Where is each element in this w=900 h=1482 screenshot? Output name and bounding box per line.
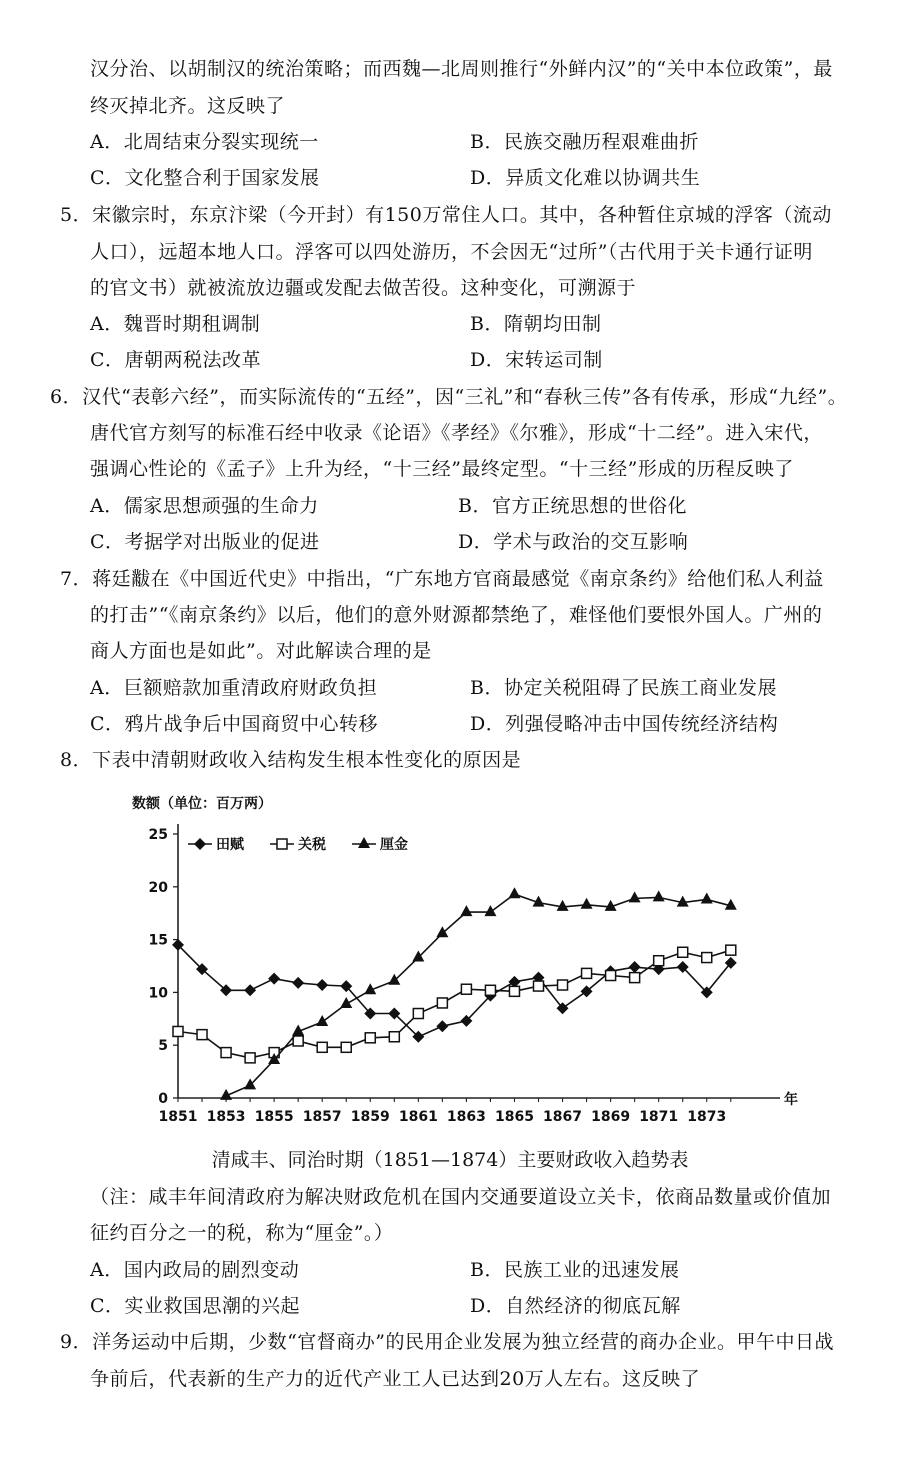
q6-line-1: 6．汉代“表彰六经”，而实际流传的“五经”，因“三礼”和“春秋三传”各有传承，形成“九经”。	[50, 386, 848, 408]
data-point-triangle	[484, 905, 496, 916]
data-point-square	[726, 945, 736, 955]
q7-option-b: B．协定关税阻碍了民族工商业发展	[470, 677, 777, 699]
y-tick-label: 20	[148, 879, 168, 896]
legend-label: 厘金	[380, 837, 408, 853]
data-point-triangle	[581, 898, 593, 909]
x-tick-label: 1863	[446, 1109, 486, 1125]
data-point-square	[630, 973, 640, 983]
q4-option-a: A．北周结束分裂实现统一	[90, 131, 319, 153]
data-point-square	[221, 1048, 231, 1058]
series-line-diamond	[178, 945, 731, 1037]
q4-option-d: D．异质文化难以协调共生	[470, 167, 701, 189]
data-point-square	[461, 984, 471, 994]
x-tick-label: 1871	[639, 1109, 679, 1125]
data-point-triangle	[436, 926, 448, 937]
q6-line-3: 强调心性论的《孟子》上升为经，“十三经”最终定型。“十三经”形成的历程反映了	[90, 458, 794, 480]
q8-option-d: D．自然经济的彻底瓦解	[470, 1295, 681, 1317]
q8-option-a: A．国内政局的剧烈变动	[90, 1259, 300, 1281]
x-tick-label: 1859	[350, 1109, 390, 1125]
q5-option-c: C．唐朝两税法改革	[90, 349, 262, 371]
x-tick-label: 1855	[254, 1109, 294, 1125]
data-point-square	[197, 1030, 207, 1040]
q4-option-c: C．文化整合利于国家发展	[90, 167, 320, 189]
data-point-diamond	[292, 977, 304, 989]
data-point-square	[365, 1033, 375, 1043]
q8-option-b: B．民族工业的迅速发展	[470, 1259, 680, 1281]
data-point-triangle	[701, 892, 713, 903]
x-tick-label: 1865	[494, 1109, 534, 1125]
y-tick-label: 15	[148, 932, 168, 949]
x-tick-label: 1853	[206, 1109, 246, 1125]
q8-option-c: C．实业救国思潮的兴起	[90, 1295, 301, 1317]
data-point-triangle	[340, 997, 352, 1008]
data-point-square	[485, 985, 495, 995]
data-point-square	[389, 1032, 399, 1042]
y-tick-label: 0	[158, 1091, 168, 1107]
x-tick-label: 1857	[302, 1109, 342, 1125]
data-point-triangle	[316, 1015, 328, 1026]
q5-option-d: D．宋转运司制	[470, 349, 603, 371]
y-axis-label: 数额（单位：百万两）	[132, 796, 272, 812]
data-point-square	[437, 998, 447, 1008]
q5-line-3: 的官文书）就被流放边疆或发配去做苦役。这种变化，可溯源于	[90, 277, 637, 299]
x-tick-label: 1873	[687, 1109, 727, 1125]
legend-label: 田赋	[216, 837, 244, 853]
q7-line-1: 7．蒋廷黻在《中国近代史》中指出，“广东地方官商最感觉《南京条约》给他们私人利益	[60, 568, 824, 590]
legend-marker-square	[277, 839, 287, 849]
data-point-square	[654, 956, 664, 966]
q5-line-2: 人口），远超本地人口。浮客可以四处游历，不会因无“过所”（古代用于关卡通行证明	[90, 241, 813, 263]
q6-option-b: B．官方正统思想的世俗化	[458, 495, 687, 517]
q7-option-c: C．鸦片战争后中国商贸中心转移	[90, 713, 379, 735]
data-point-square	[534, 981, 544, 991]
legend-marker-triangle	[358, 837, 370, 848]
data-point-square	[413, 1009, 423, 1019]
q6-option-a: A．儒家思想顽强的生命力	[90, 495, 319, 517]
data-point-square	[317, 1042, 327, 1052]
y-tick-label: 25	[148, 827, 168, 843]
q7-line-3: 商人方面也是如此”。对此解读合理的是	[90, 640, 432, 662]
q9-line-1: 9．洋务运动中后期，少数“官督商办”的民用企业发展为独立经营的商办企业。甲午中日战	[60, 1331, 835, 1353]
q7-line-2: 的打击”“《南京条约》以后，他们的意外财源都禁绝了，难怪他们要恨外国人。广州的	[90, 604, 823, 626]
q4-line-2: 终灭掉北齐。这反映了	[90, 95, 286, 117]
q6-line-2: 唐代官方刻写的标准石经中收录《论语》《孝经》《尔雅》，形成“十二经”。进入宋代，	[90, 422, 823, 444]
q6-option-d: D．学术与政治的交互影响	[458, 531, 689, 553]
q8-note-line-2: 征约百分之一的税，称为“厘金”。）	[90, 1222, 394, 1244]
q5-option-a: A．魏晋时期租调制	[90, 313, 261, 335]
q5-option-b: B．隋朝均田制	[470, 313, 602, 335]
data-point-diamond	[268, 973, 280, 985]
data-point-diamond	[629, 961, 641, 973]
data-point-diamond	[244, 984, 256, 996]
y-tick-label: 5	[158, 1038, 168, 1055]
chart-caption: 清咸丰、同治时期（1851—1874）主要财政收入趋势表	[211, 1149, 689, 1171]
data-point-square	[245, 1053, 255, 1063]
data-point-triangle	[653, 890, 665, 901]
data-point-diamond	[436, 1020, 448, 1032]
data-point-square	[678, 947, 688, 957]
data-point-square	[606, 971, 616, 981]
data-point-square	[341, 1042, 351, 1052]
data-point-diamond	[316, 979, 328, 991]
x-axis-label: 年	[784, 1092, 798, 1108]
q7-option-a: A．巨额赔款加重清政府财政负担	[90, 677, 378, 699]
x-tick-label: 1861	[398, 1109, 438, 1125]
q7-option-d: D．列强侵略冲击中国传统经济结构	[470, 713, 779, 735]
q9-line-2: 争前后，代表新的生产力的近代产业工人已达到20万人左右。这反映了	[90, 1368, 701, 1390]
q8-note-line-1: （注：咸丰年间清政府为解决财政危机在国内交通要道设立关卡，依商品数量或价值加	[90, 1186, 832, 1208]
data-point-triangle	[388, 974, 400, 985]
series-line-triangle	[226, 894, 731, 1096]
q5-line-1: 5．宋徽宗时，东京汴梁（今开封）有150万常住人口。其中，各种暂住京城的浮客（流动	[60, 204, 832, 226]
q4-option-b: B．民族交融历程艰难曲折	[470, 131, 699, 153]
data-point-triangle	[508, 887, 520, 898]
data-point-square	[509, 986, 519, 996]
data-point-triangle	[460, 905, 472, 916]
data-point-square	[582, 968, 592, 978]
data-point-square	[173, 1026, 183, 1036]
data-point-square	[702, 953, 712, 963]
revenue-trend-chart	[130, 786, 810, 1136]
x-tick-label: 1867	[543, 1109, 583, 1125]
data-point-square	[293, 1036, 303, 1046]
q4-line-1: 汉分治、以胡制汉的统治策略；而西魏—北周则推行“外鲜内汉”的“关中本位政策”，最	[90, 58, 833, 80]
legend-label: 关税	[298, 837, 326, 853]
legend-marker-diamond	[194, 838, 206, 850]
q6-option-c: C．考据学对出版业的促进	[90, 531, 320, 553]
data-point-square	[558, 980, 568, 990]
q8-stem: 8．下表中清朝财政收入结构发生根本性变化的原因是	[60, 749, 522, 771]
x-tick-label: 1851	[158, 1109, 198, 1125]
series-line-square	[178, 950, 731, 1058]
y-tick-label: 10	[148, 985, 168, 1002]
x-tick-label: 1869	[591, 1109, 631, 1125]
data-point-triangle	[629, 891, 641, 902]
